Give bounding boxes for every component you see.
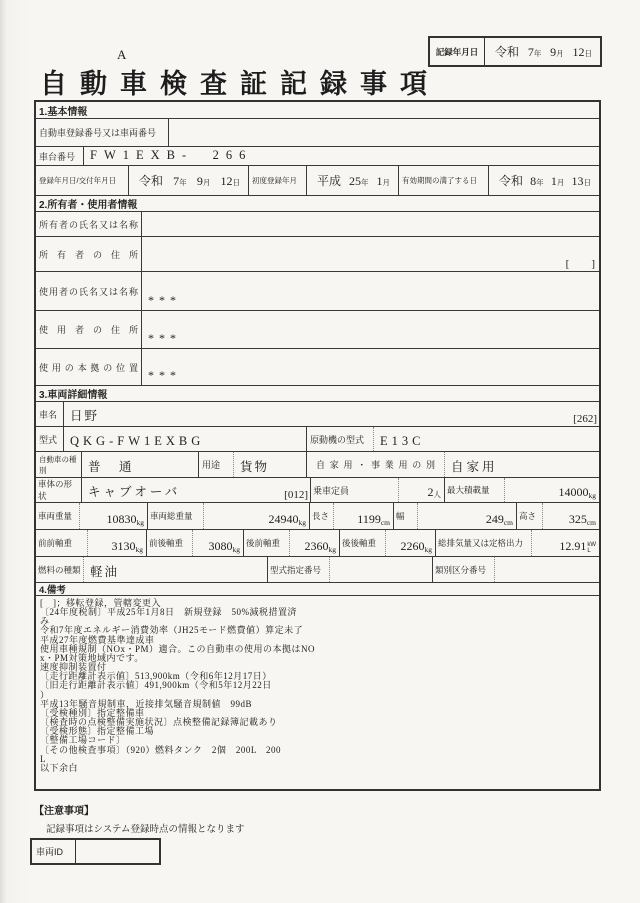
riding-capacity-label: 乗車定員 bbox=[311, 478, 399, 502]
section4-heading: 4.備考 bbox=[36, 582, 599, 596]
page-corner-mark: A bbox=[117, 47, 127, 62]
cm-unit: cm bbox=[380, 518, 390, 527]
axle-front-rear-value: 3080 kg bbox=[208, 539, 240, 554]
section2-heading: 2.所有者・使用者情報 bbox=[36, 195, 599, 212]
displacement-label: 総排気量又は定格出力 bbox=[436, 530, 532, 556]
car-name-row bbox=[36, 402, 599, 427]
kg-unit: kg bbox=[588, 491, 596, 500]
expiry-year: 8 bbox=[530, 174, 537, 188]
remarks-line: 平成13年騒音規制車，近接排気騒音規制値 99dB bbox=[40, 698, 253, 709]
type-designation-value bbox=[330, 557, 432, 582]
month-unit: 月 bbox=[556, 49, 564, 58]
car-name-code: [262] bbox=[573, 413, 597, 425]
fuel-type-label: 燃料の種類 bbox=[36, 557, 84, 582]
user-address-value: *** bbox=[148, 331, 181, 345]
owner-name-label: 所有者の氏名又は名称 bbox=[39, 219, 138, 230]
day-unit: 日 bbox=[584, 49, 592, 58]
remarks-line: 〔検査時の点検整備実施状況〕点検整備記録簿記載あり bbox=[40, 717, 278, 728]
remarks-line: 平成27年度燃費基準達成車 bbox=[40, 634, 155, 645]
body-shape-row bbox=[36, 478, 599, 503]
base-location-value: *** bbox=[148, 368, 181, 382]
chassis-number-value: FW1EXB- 266 bbox=[90, 148, 253, 162]
remarks-line: x・PM対策地域内です。 bbox=[40, 652, 144, 663]
registration-date-value: 令和 7年 9月 12日 bbox=[129, 166, 249, 195]
model-value: QKG-FW1EXBG bbox=[64, 427, 307, 451]
record-date-day: 12 bbox=[572, 45, 585, 59]
axle-rear-front-label: 後前軸重 bbox=[244, 530, 290, 556]
first-registration-era: 平成 bbox=[317, 174, 342, 188]
registration-date-day: 12 bbox=[220, 174, 233, 188]
riding-capacity-value: 2 人 bbox=[427, 485, 441, 499]
person-unit: 人 bbox=[433, 490, 441, 499]
registration-date-month: 9 bbox=[196, 174, 203, 188]
fuel-row bbox=[36, 557, 599, 583]
first-registration-value: 平成 25年 1月 bbox=[307, 166, 399, 195]
height-value: 325 cm bbox=[568, 512, 596, 527]
body-shape-label: 車体の形状 bbox=[36, 478, 82, 502]
registration-date-year: 7 bbox=[173, 174, 180, 188]
axle-front-front-label: 前前軸重 bbox=[36, 530, 88, 556]
length-label: 長さ bbox=[310, 503, 334, 529]
length-value: 1199 cm bbox=[357, 512, 390, 527]
vehicle-class-label: 自動車の種別 bbox=[36, 452, 82, 477]
registration-date-era: 令和 bbox=[139, 174, 164, 188]
width-value: 249 cm bbox=[485, 512, 513, 527]
engine-model-label: 原動機の型式 bbox=[307, 427, 374, 451]
remarks-line: L bbox=[40, 753, 46, 764]
remarks-line: 〔その他検査事項〕（920）燃料タンク 2個 200L 200 bbox=[40, 744, 281, 755]
owner-address-value bbox=[142, 237, 599, 271]
max-load-value: 14000 kg bbox=[558, 485, 596, 500]
first-registration-month: 1 bbox=[376, 174, 383, 188]
body-shape-value: キャブオーバ [012] bbox=[88, 485, 308, 501]
first-registration-label: 初度登録年月 bbox=[249, 166, 307, 195]
vehicle-weight-value: 10830 kg bbox=[106, 512, 144, 527]
notice-text: 記録事項はシステム登録時点の情報となります bbox=[46, 824, 245, 835]
record-date-era: 令和 bbox=[495, 45, 520, 59]
owner-name-value bbox=[142, 212, 599, 236]
vehicle-id-label: 車両ID bbox=[32, 840, 76, 863]
max-load-label: 最大積載量 bbox=[445, 478, 505, 502]
expiry-era: 令和 bbox=[499, 174, 524, 188]
user-address-row bbox=[36, 311, 599, 349]
remarks-line: 〔走行距離計表示値〕513,900km（令和6年12月17日） bbox=[40, 671, 272, 682]
remarks-line: [ ]；移転登録，管轄変更入 bbox=[40, 598, 161, 608]
vehicle-class-value: 普 通 bbox=[82, 452, 199, 477]
expiry-day: 13 bbox=[571, 174, 584, 188]
remarks-line: 以下余白 bbox=[40, 762, 79, 773]
gross-weight-value: 24940 kg bbox=[268, 512, 306, 527]
record-date-label: 記録年月日 bbox=[430, 38, 485, 65]
car-name-label: 車名 bbox=[36, 402, 64, 426]
engine-model-value: E13C bbox=[380, 434, 425, 448]
section3-heading: 3.車両詳細情報 bbox=[36, 385, 599, 402]
notice-heading: 【注意事項】 bbox=[34, 806, 94, 817]
main-table bbox=[34, 100, 601, 791]
axle-rear-rear-label: 後後軸重 bbox=[340, 530, 386, 556]
remarks-line: ） bbox=[40, 689, 50, 700]
remarks-line: 令和7年度エネルギー消費効率（JH25モード燃費値）算定未了 bbox=[40, 625, 304, 636]
body-shape-code: [012] bbox=[284, 489, 308, 501]
registration-date-label: 登録年月日/交付年月日 bbox=[36, 166, 129, 195]
fuel-type-value: 軽油 bbox=[90, 565, 120, 579]
private-business-label: 自家用・事業用の別 bbox=[316, 460, 435, 470]
remarks-line: 〔受検種別〕指定整備車 bbox=[40, 707, 145, 718]
width-label: 幅 bbox=[394, 503, 418, 529]
model-label: 型式 bbox=[36, 427, 64, 451]
category-number-label: 類別区分番号 bbox=[433, 557, 495, 582]
year-unit: 年 bbox=[533, 49, 542, 58]
displacement-units: kW L bbox=[587, 542, 596, 554]
axle-front-front-value: 3130 kg bbox=[111, 539, 143, 554]
user-name-row bbox=[36, 272, 599, 311]
user-name-value: *** bbox=[148, 293, 181, 307]
owner-address-bracket: [ ] bbox=[565, 258, 595, 270]
vehicle-id-box bbox=[30, 838, 161, 865]
expiry-month: 1 bbox=[550, 174, 557, 188]
record-date-value bbox=[485, 38, 600, 65]
remarks-line: み bbox=[40, 616, 50, 627]
use-label: 用途 bbox=[199, 452, 234, 477]
gross-weight-label: 車両総重量 bbox=[148, 503, 204, 529]
vehicle-weight-label: 車両重量 bbox=[36, 503, 80, 529]
remarks-line: 〔整備工場コード〕 bbox=[40, 735, 126, 746]
first-registration-year: 25 bbox=[349, 174, 361, 188]
record-date-year: 7 bbox=[527, 45, 534, 59]
remarks-line: 使用車種規制（NOx・PM）適合。この自動車の使用の本拠はNO bbox=[40, 643, 316, 654]
user-address-label: 使用者の住所 bbox=[39, 325, 138, 335]
axle-rear-front-value: 2360 kg bbox=[304, 539, 336, 554]
record-date-month: 9 bbox=[550, 45, 557, 59]
chassis-number-row bbox=[36, 147, 599, 166]
record-date-box bbox=[428, 36, 602, 67]
class-use-row bbox=[36, 452, 599, 478]
remarks-line: 〔24年度税制〕平成25年1月8日 新規登録 50%減税措置済 bbox=[40, 607, 297, 618]
owner-address-row bbox=[36, 237, 599, 272]
weights-dimensions-row bbox=[36, 503, 599, 530]
model-row bbox=[36, 427, 599, 452]
remarks-line: 速度抑制装置付 bbox=[40, 662, 107, 673]
expiry-value: 令和 8年 1月 13日 bbox=[499, 174, 591, 188]
category-number-value bbox=[495, 557, 599, 582]
remarks-line: 〔受検形態〕指定整備工場 bbox=[40, 726, 155, 737]
axle-front-rear-label: 前後軸重 bbox=[147, 530, 193, 556]
document-title: 自動車検査証記録事項 bbox=[40, 69, 440, 99]
use-value: 貨物 bbox=[234, 452, 307, 477]
axle-rear-rear-value: 2260 kg bbox=[400, 539, 432, 554]
user-name-label: 使用者の氏名又は名称 bbox=[39, 286, 138, 297]
registration-number-value bbox=[169, 119, 599, 146]
height-label: 高さ bbox=[517, 503, 543, 529]
private-business-value: 自家用 bbox=[451, 460, 498, 474]
displacement-value: 12.91 kW L bbox=[559, 539, 596, 554]
owner-name-row bbox=[36, 212, 599, 237]
dates-row bbox=[36, 166, 599, 196]
section1-heading: 1.基本情報 bbox=[36, 102, 599, 119]
owner-address-label: 所有者の住所 bbox=[39, 249, 138, 260]
axle-weights-row bbox=[36, 530, 599, 557]
type-designation-label: 型式指定番号 bbox=[268, 557, 330, 582]
remarks-line: 〔旧走行距離計表示値〕491,900km（令和5年12月22日 bbox=[40, 680, 272, 691]
expiry-label: 有効期間の満了する日 bbox=[399, 166, 489, 195]
vehicle-id-value bbox=[76, 840, 159, 863]
remarks-body bbox=[36, 596, 599, 789]
chassis-number-label: 車台番号 bbox=[36, 147, 84, 165]
base-location-row bbox=[36, 349, 599, 386]
base-location-label: 使用の本拠の位置 bbox=[39, 362, 138, 373]
registration-number-label: 自動車登録番号又は車両番号 bbox=[36, 119, 169, 146]
registration-number-row bbox=[36, 119, 599, 147]
car-name-value: 日野 [262] bbox=[70, 409, 597, 425]
